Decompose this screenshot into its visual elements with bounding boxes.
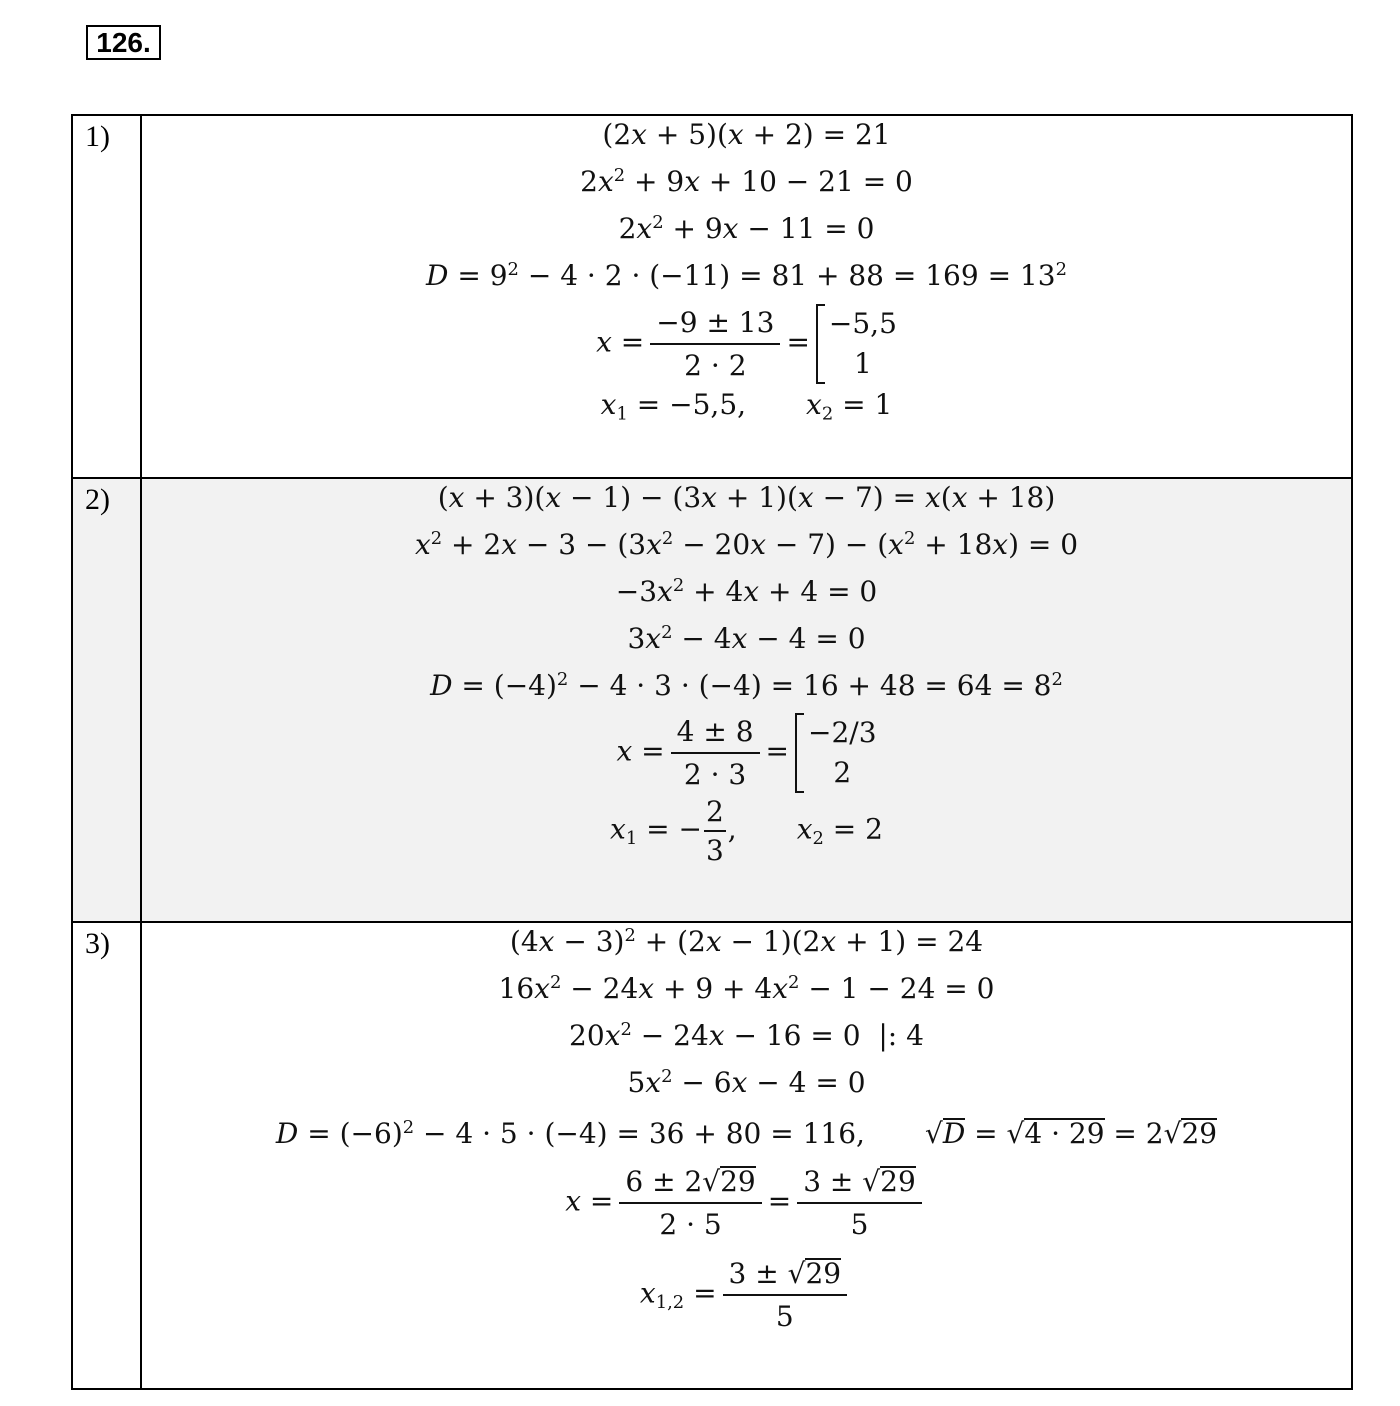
- table-row: [73, 921, 1351, 1388]
- row-solution: [142, 479, 1351, 921]
- answer-line: $x_1$ = − $\frac{2}{3}$ , $x_2 = 2$: [610, 795, 883, 867]
- row-solution: [142, 116, 1351, 477]
- equation-line: $x^2 + 2x - 3 - (3x^2 - 20x - 7) - (x^2 + 18x) = 0$: [414, 528, 1079, 561]
- equation-line: $2x^2 + 9x + 10 - 21 = 0$: [580, 165, 913, 198]
- table-row: [73, 477, 1351, 921]
- equation-line: (2x + 5)(x + 2) = 21: [602, 118, 891, 151]
- equation-line: $16x^2 - 24x + 9 + 4x^2 - 1 - 24 = 0$: [498, 972, 995, 1005]
- row-label: 3): [73, 923, 142, 1388]
- equation-line: $2x^2 + 9x - 11 = 0$: [618, 212, 875, 245]
- row-label: 2): [73, 479, 142, 921]
- equation-line: $20x^2 - 24x - 16 = 0$ |: 4: [569, 1019, 924, 1052]
- roots-formula-line: x = $\frac{4 \pm 8}{2 \cdot 3}$ = −2/3 2: [616, 715, 877, 791]
- row-solution: [142, 923, 1351, 1388]
- table-row: [73, 116, 1351, 477]
- discriminant-line: $D = (-6)^2 - 4 \cdot 5 \cdot (-4) = 36 + 80 = 116$, √D = √4 · 29 = 2√29: [275, 1117, 1218, 1150]
- equation-line: $5x^2 - 6x - 4 = 0$: [627, 1066, 866, 1099]
- roots-formula-line: x = $\frac{6 \pm 2√29}{2 \cdot 5}$ = $\frac{3 \pm √29}{5}$: [142, 1165, 1351, 1241]
- equation-line: $(4x - 3)^2 + (2x - 1)(2x + 1) = 24$: [509, 925, 984, 958]
- roots-formula-line: x = $\frac{-9 \pm 13}{2 \cdot 2}$ = −5,5 1: [596, 306, 897, 382]
- solution-table: [71, 114, 1353, 1390]
- equation-line: (x + 3)(x − 1) − (3x + 1)(x − 7) = x(x + 18): [437, 481, 1056, 514]
- answer-line: $x_{1,2}$ = $\frac{3 \pm √29}{5}$: [142, 1257, 1351, 1333]
- row-label: 1): [73, 116, 142, 477]
- equation-line: $3x^2 - 4x - 4 = 0$: [627, 622, 866, 655]
- discriminant-line: $D = (-4)^2 - 4 \cdot 3 \cdot (-4) = 16 + 48 = 64 = 8^2$: [430, 669, 1063, 702]
- problem-number: 126.: [86, 25, 161, 60]
- discriminant-line: $D = 9^2 - 4 \cdot 2 \cdot (-11) = 81 + 88 = 169 = 13^2$: [426, 259, 1067, 292]
- equation-line: $-3x^2 + 4x + 4 = 0$: [615, 575, 878, 608]
- answer-line: $x_1 = -5,5$, $x_2 = 1$: [600, 388, 893, 425]
